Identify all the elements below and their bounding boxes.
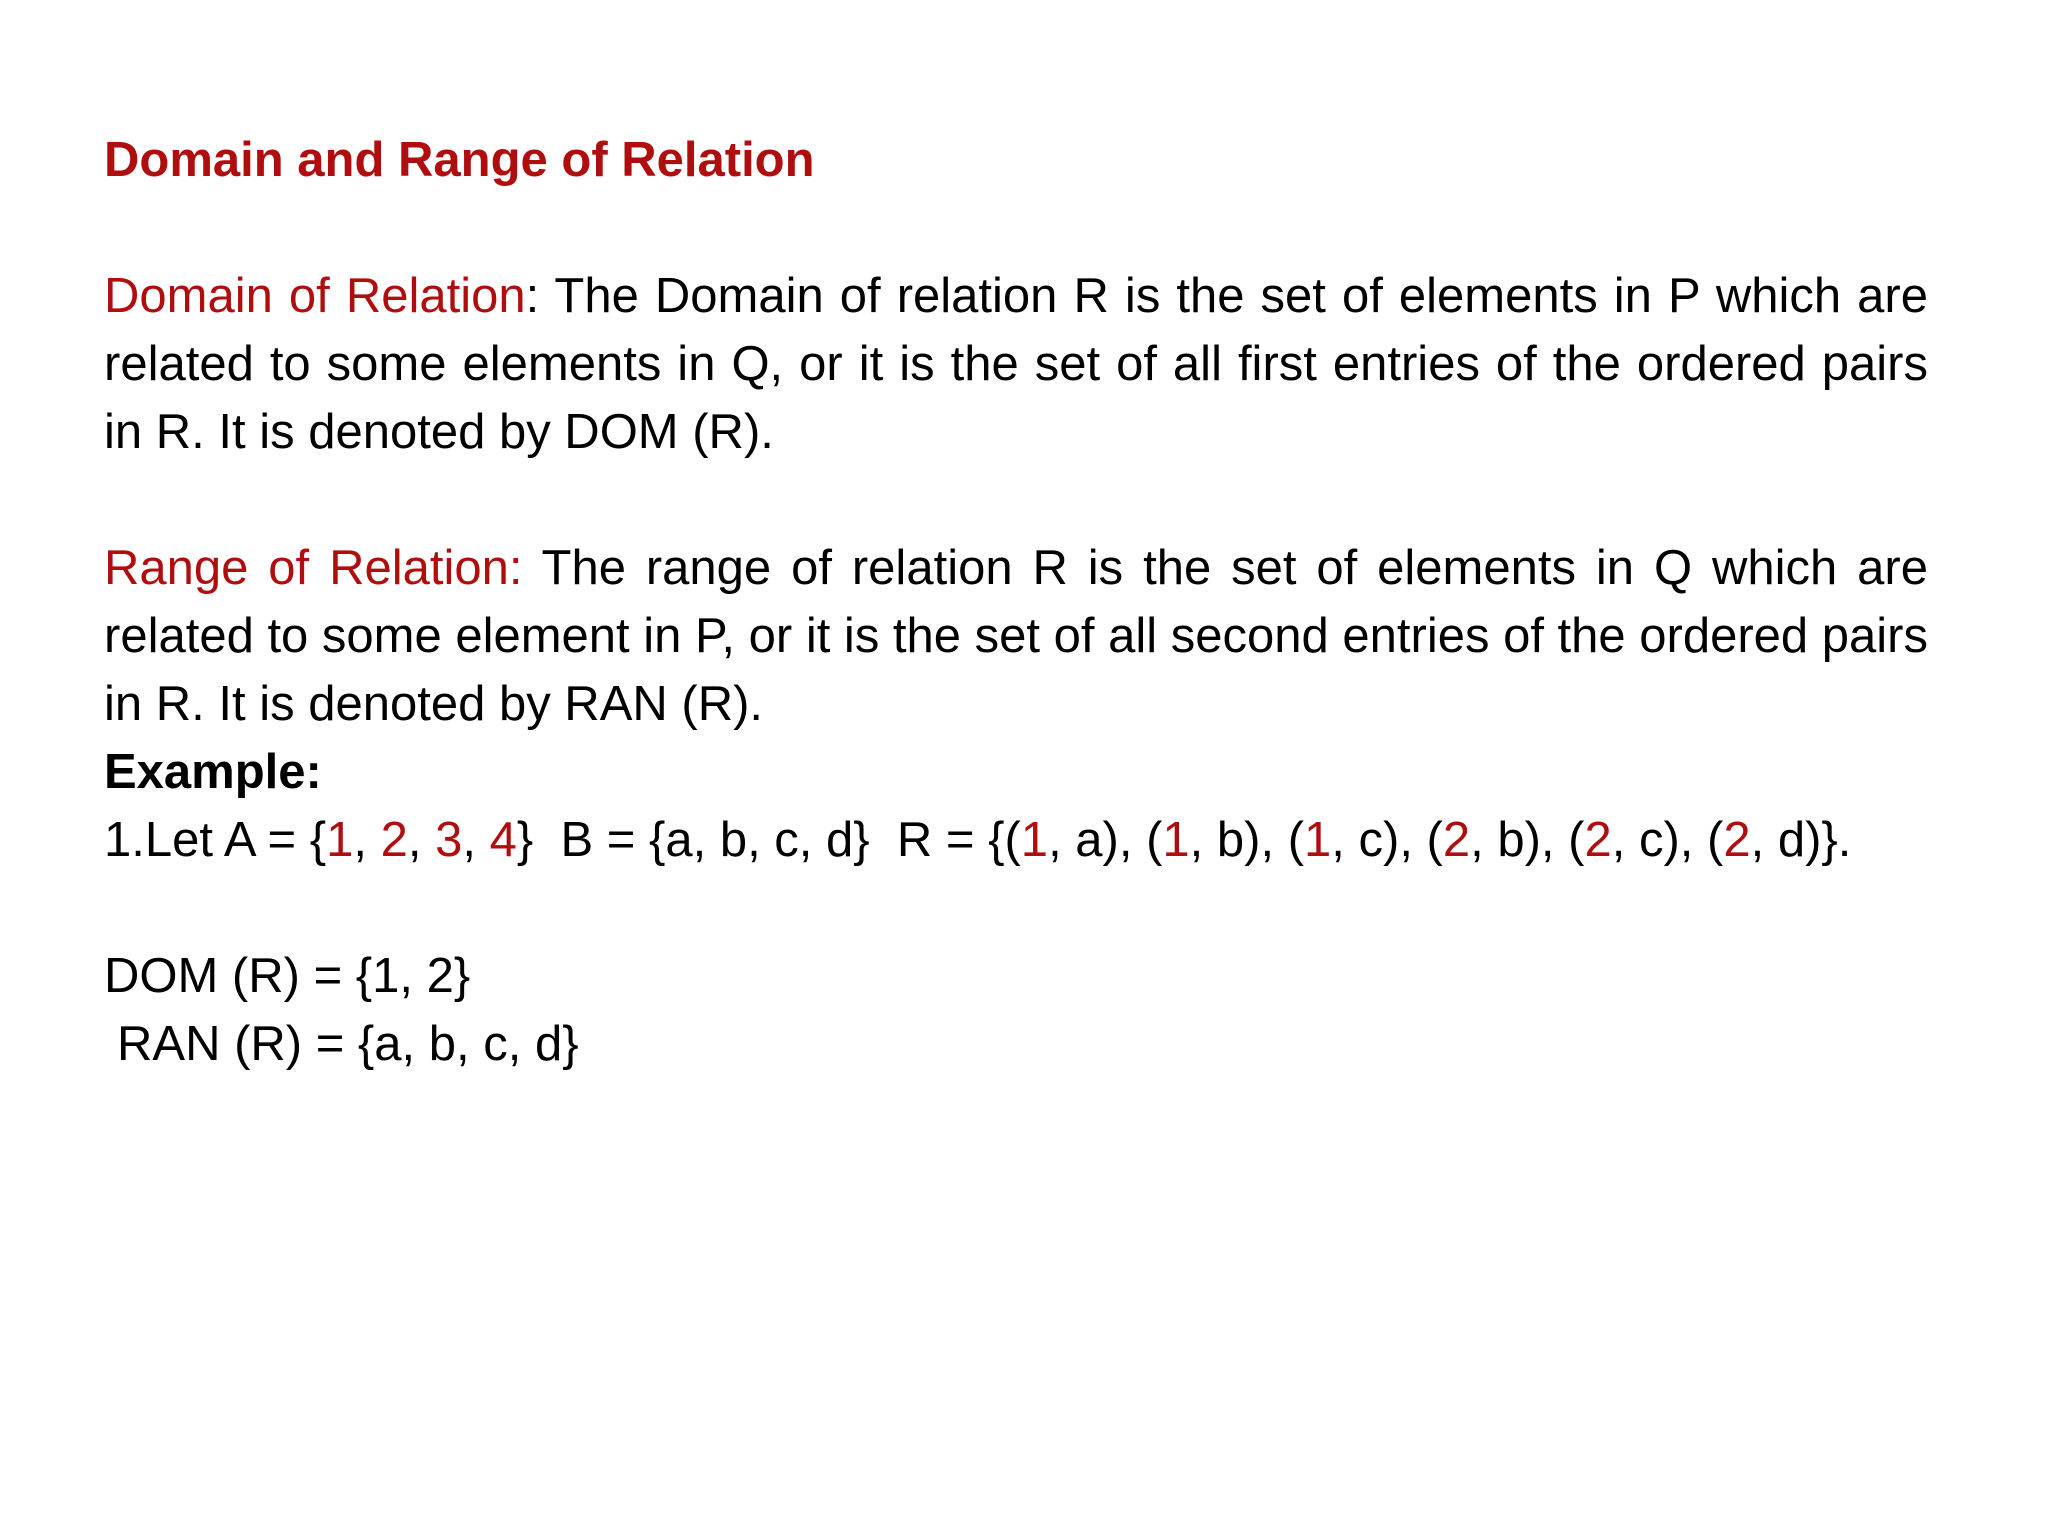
pair-rest: , b), ( bbox=[1470, 813, 1585, 867]
example-text: } B = {a, b, c, d} R = {( bbox=[516, 813, 1021, 867]
pair-first-entry: 1 bbox=[1020, 813, 1049, 867]
set-a-element: 4 bbox=[489, 813, 517, 867]
domain-body: : The Domain of relation R is the set of elements in P which are related to some elements in Q, or it is the set of all first entries of the ordered pairs in R. It is denoted by DOM (R). bbox=[104, 269, 1928, 459]
separator: , bbox=[353, 813, 381, 867]
domain-definition bbox=[104, 262, 1928, 466]
set-a-element: 3 bbox=[435, 813, 463, 867]
example-heading: Example: bbox=[104, 745, 322, 799]
range-body: The range of relation R is the set of elements in Q which are related to some element in P, or it is the set of all second entries of the ordered pairs in R. It is denoted by RAN (R). bbox=[104, 541, 1928, 731]
pair-first-entry: 1 bbox=[1304, 813, 1332, 867]
pair-rest: , d)}. bbox=[1750, 813, 1852, 867]
range-definition bbox=[104, 534, 1928, 738]
domain-term: Domain of Relation bbox=[104, 269, 526, 323]
ran-result: RAN (R) = {a, b, c, d} bbox=[117, 1017, 579, 1071]
example-line-1 bbox=[104, 806, 1928, 874]
pair-first-entry: 2 bbox=[1442, 813, 1471, 867]
pair-first-entry: 2 bbox=[1584, 813, 1612, 867]
pair-first-entry: 1 bbox=[1162, 813, 1190, 867]
spacer bbox=[104, 466, 1928, 534]
dom-result: DOM (R) = {1, 2} bbox=[104, 949, 471, 1003]
slide-title: Domain and Range of Relation bbox=[104, 133, 815, 187]
separator: , bbox=[407, 813, 436, 867]
example-text: 1.Let A = { bbox=[104, 813, 327, 867]
spacer bbox=[104, 194, 1928, 262]
set-a-element: 1 bbox=[326, 813, 354, 867]
pair-rest: , b), ( bbox=[1189, 813, 1305, 867]
pair-rest: , c), ( bbox=[1331, 813, 1443, 867]
set-a-element: 2 bbox=[380, 813, 408, 867]
range-term: Range of Relation: bbox=[104, 541, 523, 595]
separator: , bbox=[462, 813, 490, 867]
pair-first-entry: 2 bbox=[1723, 813, 1751, 867]
pair-rest: , c), ( bbox=[1611, 813, 1724, 867]
pair-rest: , a), ( bbox=[1048, 813, 1163, 867]
spacer bbox=[104, 874, 1928, 942]
